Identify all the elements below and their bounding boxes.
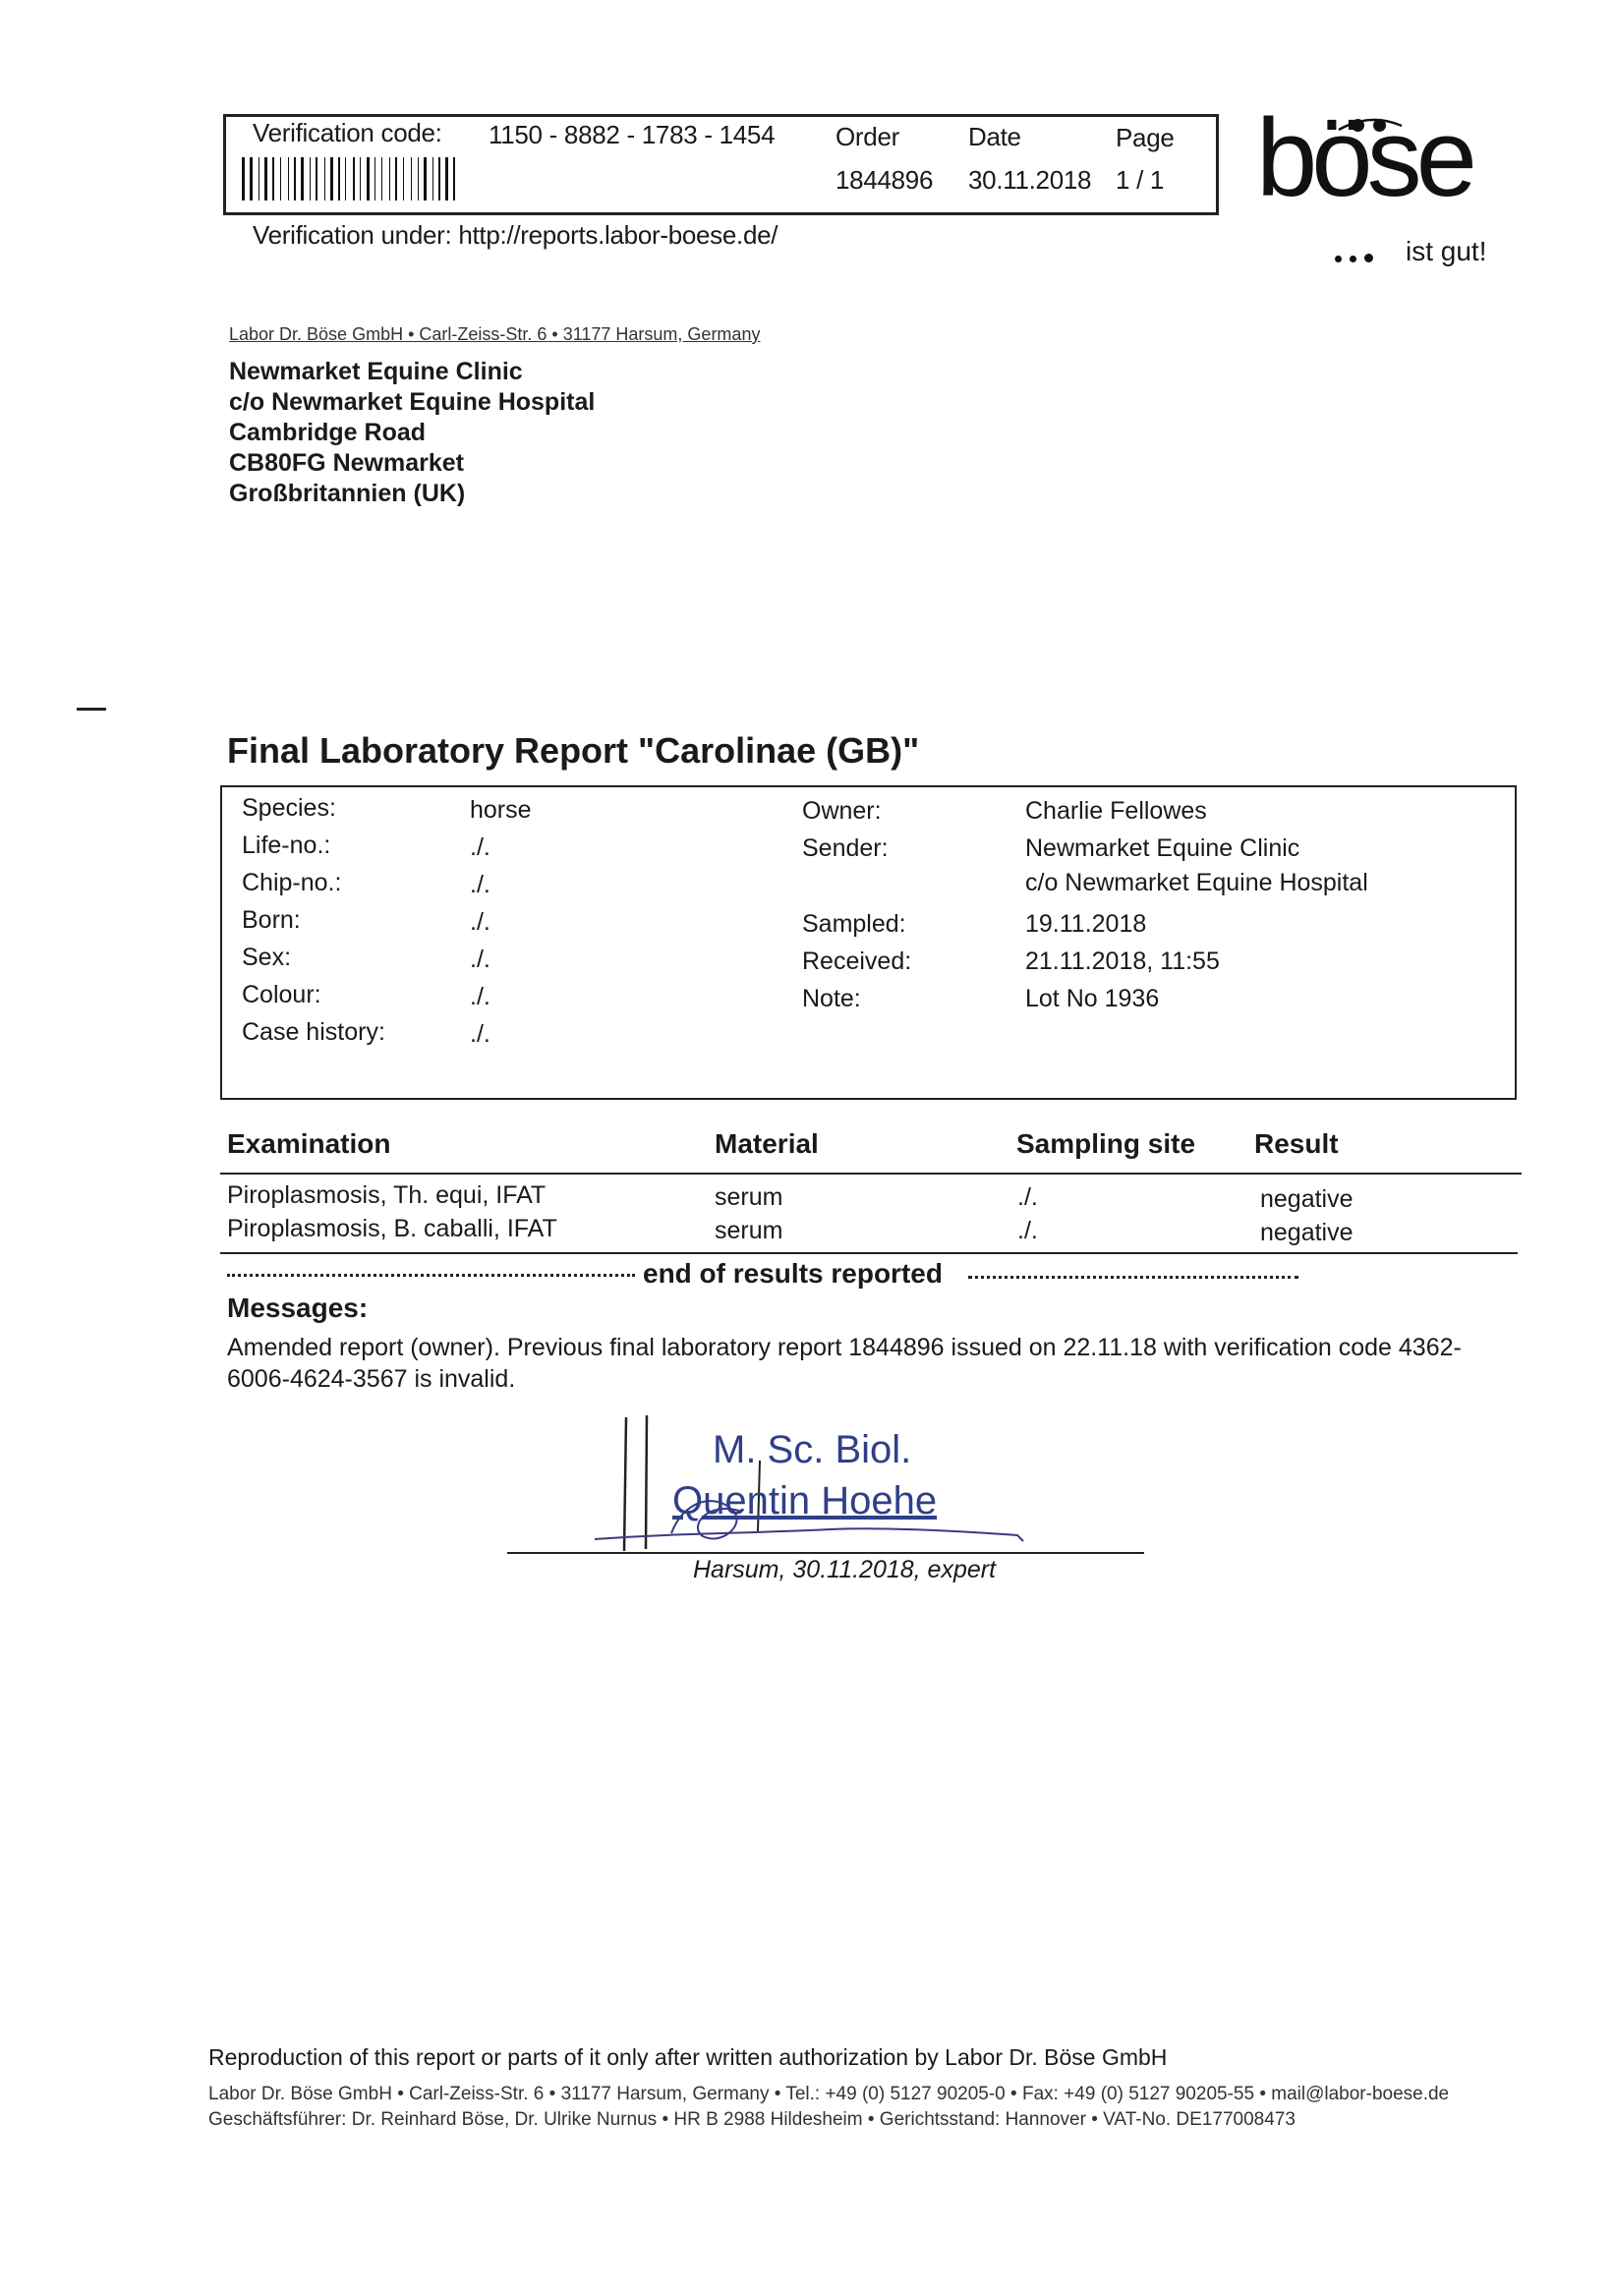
date-value: 30.11.2018: [968, 165, 1092, 195]
fold-mark: [77, 708, 106, 711]
verification-url: Verification under: http://reports.labor-boese.de/: [253, 220, 778, 250]
verification-label: Verification code:: [253, 118, 442, 147]
address-line: CB80FG Newmarket: [229, 449, 464, 477]
sampled-label: Sampled:: [802, 910, 906, 938]
column-header-material: Material: [715, 1128, 819, 1159]
end-of-results: end of results reported: [643, 1258, 943, 1289]
owner-value: Charlie Fellowes: [1025, 797, 1207, 825]
signature-title: M. Sc. Biol.: [713, 1428, 912, 1471]
address-line: Großbritannien (UK): [229, 480, 466, 507]
chip-no-value: ./.: [470, 871, 490, 898]
result-sampling-site: ./.: [1017, 1217, 1038, 1244]
result-material: serum: [715, 1217, 783, 1244]
signature-name: Quentin Hoehe: [672, 1479, 938, 1522]
barcode: [242, 157, 568, 201]
note-label: Note:: [802, 985, 861, 1012]
animal-info-box: [220, 785, 1517, 1100]
messages-text: Amended report (owner). Previous final laboratory report 1844896 issued on 22.11.18 with verification code 4362-6006-4624-3567 is invalid.: [227, 1334, 1462, 1393]
sampled-value: 19.11.2018: [1025, 910, 1147, 938]
sex-label: Sex:: [242, 944, 292, 971]
colour-value: ./.: [470, 983, 490, 1010]
logo-tagline: ist gut!: [1406, 236, 1487, 266]
life-no-value: ./.: [470, 833, 490, 861]
sender-label: Sender:: [802, 834, 889, 862]
logo-tagline-dots: [1335, 250, 1381, 267]
received-label: Received:: [802, 947, 912, 975]
result-value: negative: [1260, 1185, 1354, 1213]
note-value: Lot No 1936: [1025, 985, 1160, 1012]
report-title: Final Laboratory Report "Carolinae (GB)": [227, 730, 920, 771]
order-label: Order: [835, 122, 899, 151]
colour-label: Colour:: [242, 981, 321, 1008]
order-value: 1844896: [835, 165, 934, 195]
address-line: c/o Newmarket Equine Hospital: [229, 388, 596, 416]
address-line: Newmarket Equine Clinic: [229, 358, 523, 385]
address-line: Cambridge Road: [229, 419, 427, 446]
result-value: negative: [1260, 1219, 1354, 1246]
sender-value-line2: c/o Newmarket Equine Hospital: [1025, 869, 1368, 896]
end-dotted-left: [227, 1274, 635, 1277]
signature-line: [507, 1552, 1144, 1554]
messages-heading: Messages:: [227, 1292, 369, 1323]
case-history-label: Case history:: [242, 1018, 385, 1046]
table-footer-rule: [220, 1252, 1518, 1254]
date-label: Date: [968, 122, 1021, 151]
column-header-examination: Examination: [227, 1128, 391, 1159]
sex-value: ./.: [470, 946, 490, 973]
page-value: 1 / 1: [1116, 165, 1165, 195]
column-header-result: Result: [1254, 1128, 1339, 1159]
result-sampling-site: ./.: [1017, 1183, 1038, 1211]
result-examination: Piroplasmosis, B. caballi, IFAT: [227, 1215, 557, 1242]
end-dotted-right: [968, 1276, 1298, 1279]
column-header-sampling-site: Sampling site: [1016, 1128, 1196, 1159]
species-value: horse: [470, 796, 532, 824]
signature-place-date: Harsum, 30.11.2018, expert: [693, 1556, 997, 1583]
logo-wordmark: böse: [1256, 96, 1471, 219]
chip-no-label: Chip-no.:: [242, 869, 342, 896]
born-value: ./.: [470, 908, 490, 936]
species-label: Species:: [242, 794, 336, 822]
case-history-value: ./.: [470, 1020, 490, 1048]
footer-contact-line: Labor Dr. Böse GmbH • Carl-Zeiss-Str. 6 • 31177 Harsum, Germany • Tel.: +49 (0) 5127 90205-0 • Fax: +49 (0) 5127 90205-55 • mail@labor-boese.de: [208, 2084, 1450, 2104]
sender-return-address: Labor Dr. Böse GmbH • Carl-Zeiss-Str. 6 • 31177 Harsum, Germany: [229, 324, 761, 344]
result-material: serum: [715, 1183, 783, 1211]
recipient-address: [229, 357, 595, 509]
footer-company-info: [208, 2082, 1594, 2133]
page-label: Page: [1116, 123, 1175, 152]
footer-legal-line: Geschäftsführer: Dr. Reinhard Böse, Dr. Ulrike Nurnus • HR B 2988 Hildesheim • Gerichtsstand: Hannover • VAT-No. DE177008473: [208, 2109, 1296, 2130]
owner-label: Owner:: [802, 797, 882, 825]
sender-value-line1: Newmarket Equine Clinic: [1025, 834, 1300, 862]
footer-reproduction-note: Reproduction of this report or parts of it only after written authorization by Labor Dr. Böse GmbH: [208, 2044, 1168, 2070]
verification-code: 1150 - 8882 - 1783 - 1454: [489, 120, 776, 149]
table-header-rule: [220, 1173, 1522, 1175]
born-label: Born:: [242, 906, 301, 934]
life-no-label: Life-no.:: [242, 832, 331, 859]
received-value: 21.11.2018, 11:55: [1025, 947, 1220, 975]
result-examination: Piroplasmosis, Th. equi, IFAT: [227, 1181, 547, 1209]
